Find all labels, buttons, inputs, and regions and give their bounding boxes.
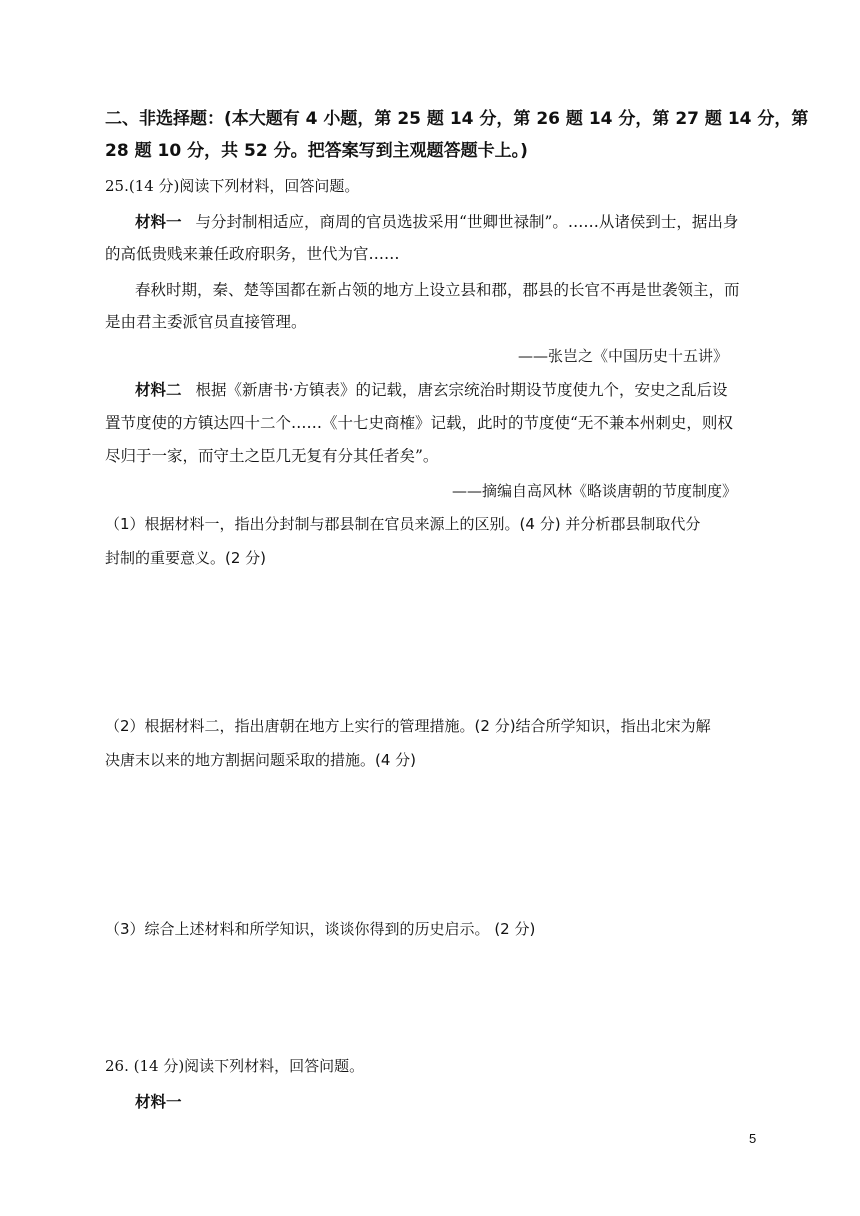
material-1-label: 材料一 bbox=[135, 213, 182, 231]
question-25-header: 25.(14 分)阅读下列材料，回答问题。 bbox=[105, 177, 360, 195]
material-1-para-2-line-2: 是由君主委派官员直接管理。 bbox=[105, 313, 307, 331]
sub-question-3: （3）综合上述材料和所学知识，谈谈你得到的历史启示。 (2 分) bbox=[105, 920, 536, 938]
material-1-text-line-2: 的高低贵贱来兼任政府职务，世代为官…… bbox=[105, 245, 400, 263]
section-title-line-2: 28 题 10 分，共 52 分。把答案写到主观题答题卡上。) bbox=[105, 141, 528, 161]
sub-question-2-line-1: （2）根据材料二，指出唐朝在地方上实行的管理措施。(2 分)结合所学知识，指出北宋为解 bbox=[105, 717, 711, 735]
material-2-text-line-2: 置节度使的方镇达四十二个……《十七史商榷》记载，此时的节度使“无不兼本州刺史，则权 bbox=[105, 414, 733, 432]
question-26-header: 26. (14 分)阅读下列材料，回答问题。 bbox=[105, 1057, 365, 1075]
material-2-text-line-3: 尽归于一家，而守土之臣几无复有分其任者矣”。 bbox=[105, 447, 439, 465]
material-1-source: ——张岂之《中国历史十五讲》 bbox=[518, 347, 729, 365]
material-1-text-line-1: 与分封制相适应，商周的官员选拔采用“世卿世禄制”。……从诸侯到士，据出身 bbox=[195, 213, 739, 231]
material-2-label: 材料二 bbox=[135, 381, 182, 399]
sub-question-1-line-1: （1）根据材料一，指出分封制与郡县制在官员来源上的区别。(4 分) 并分析郡县制取代分 bbox=[105, 515, 701, 533]
material-2-source: ——摘编自高风林《略谈唐朝的节度制度》 bbox=[452, 482, 738, 500]
sub-question-2-line-2: 决唐末以来的地方割据问题采取的措施。(4 分) bbox=[105, 751, 417, 769]
question-26-material-1-label: 材料一 bbox=[135, 1093, 182, 1111]
page-number: 5 bbox=[749, 1131, 757, 1146]
sub-question-1-line-2: 封制的重要意义。(2 分) bbox=[105, 549, 267, 567]
material-2-text-line-1: 根据《新唐书·方镇表》的记载，唐玄宗统治时期设节度使九个，安史之乱后设 bbox=[195, 381, 728, 399]
section-title-line-1: 二、非选择题：(本大题有 4 小题，第 25 题 14 分，第 26 题 14 分，第 27 题 14 分，第 bbox=[105, 109, 809, 129]
material-1-para-2-line-1: 春秋时期，秦、楚等国都在新占领的地方上设立县和郡，郡县的长官不再是世袭领主，而 bbox=[135, 281, 740, 299]
